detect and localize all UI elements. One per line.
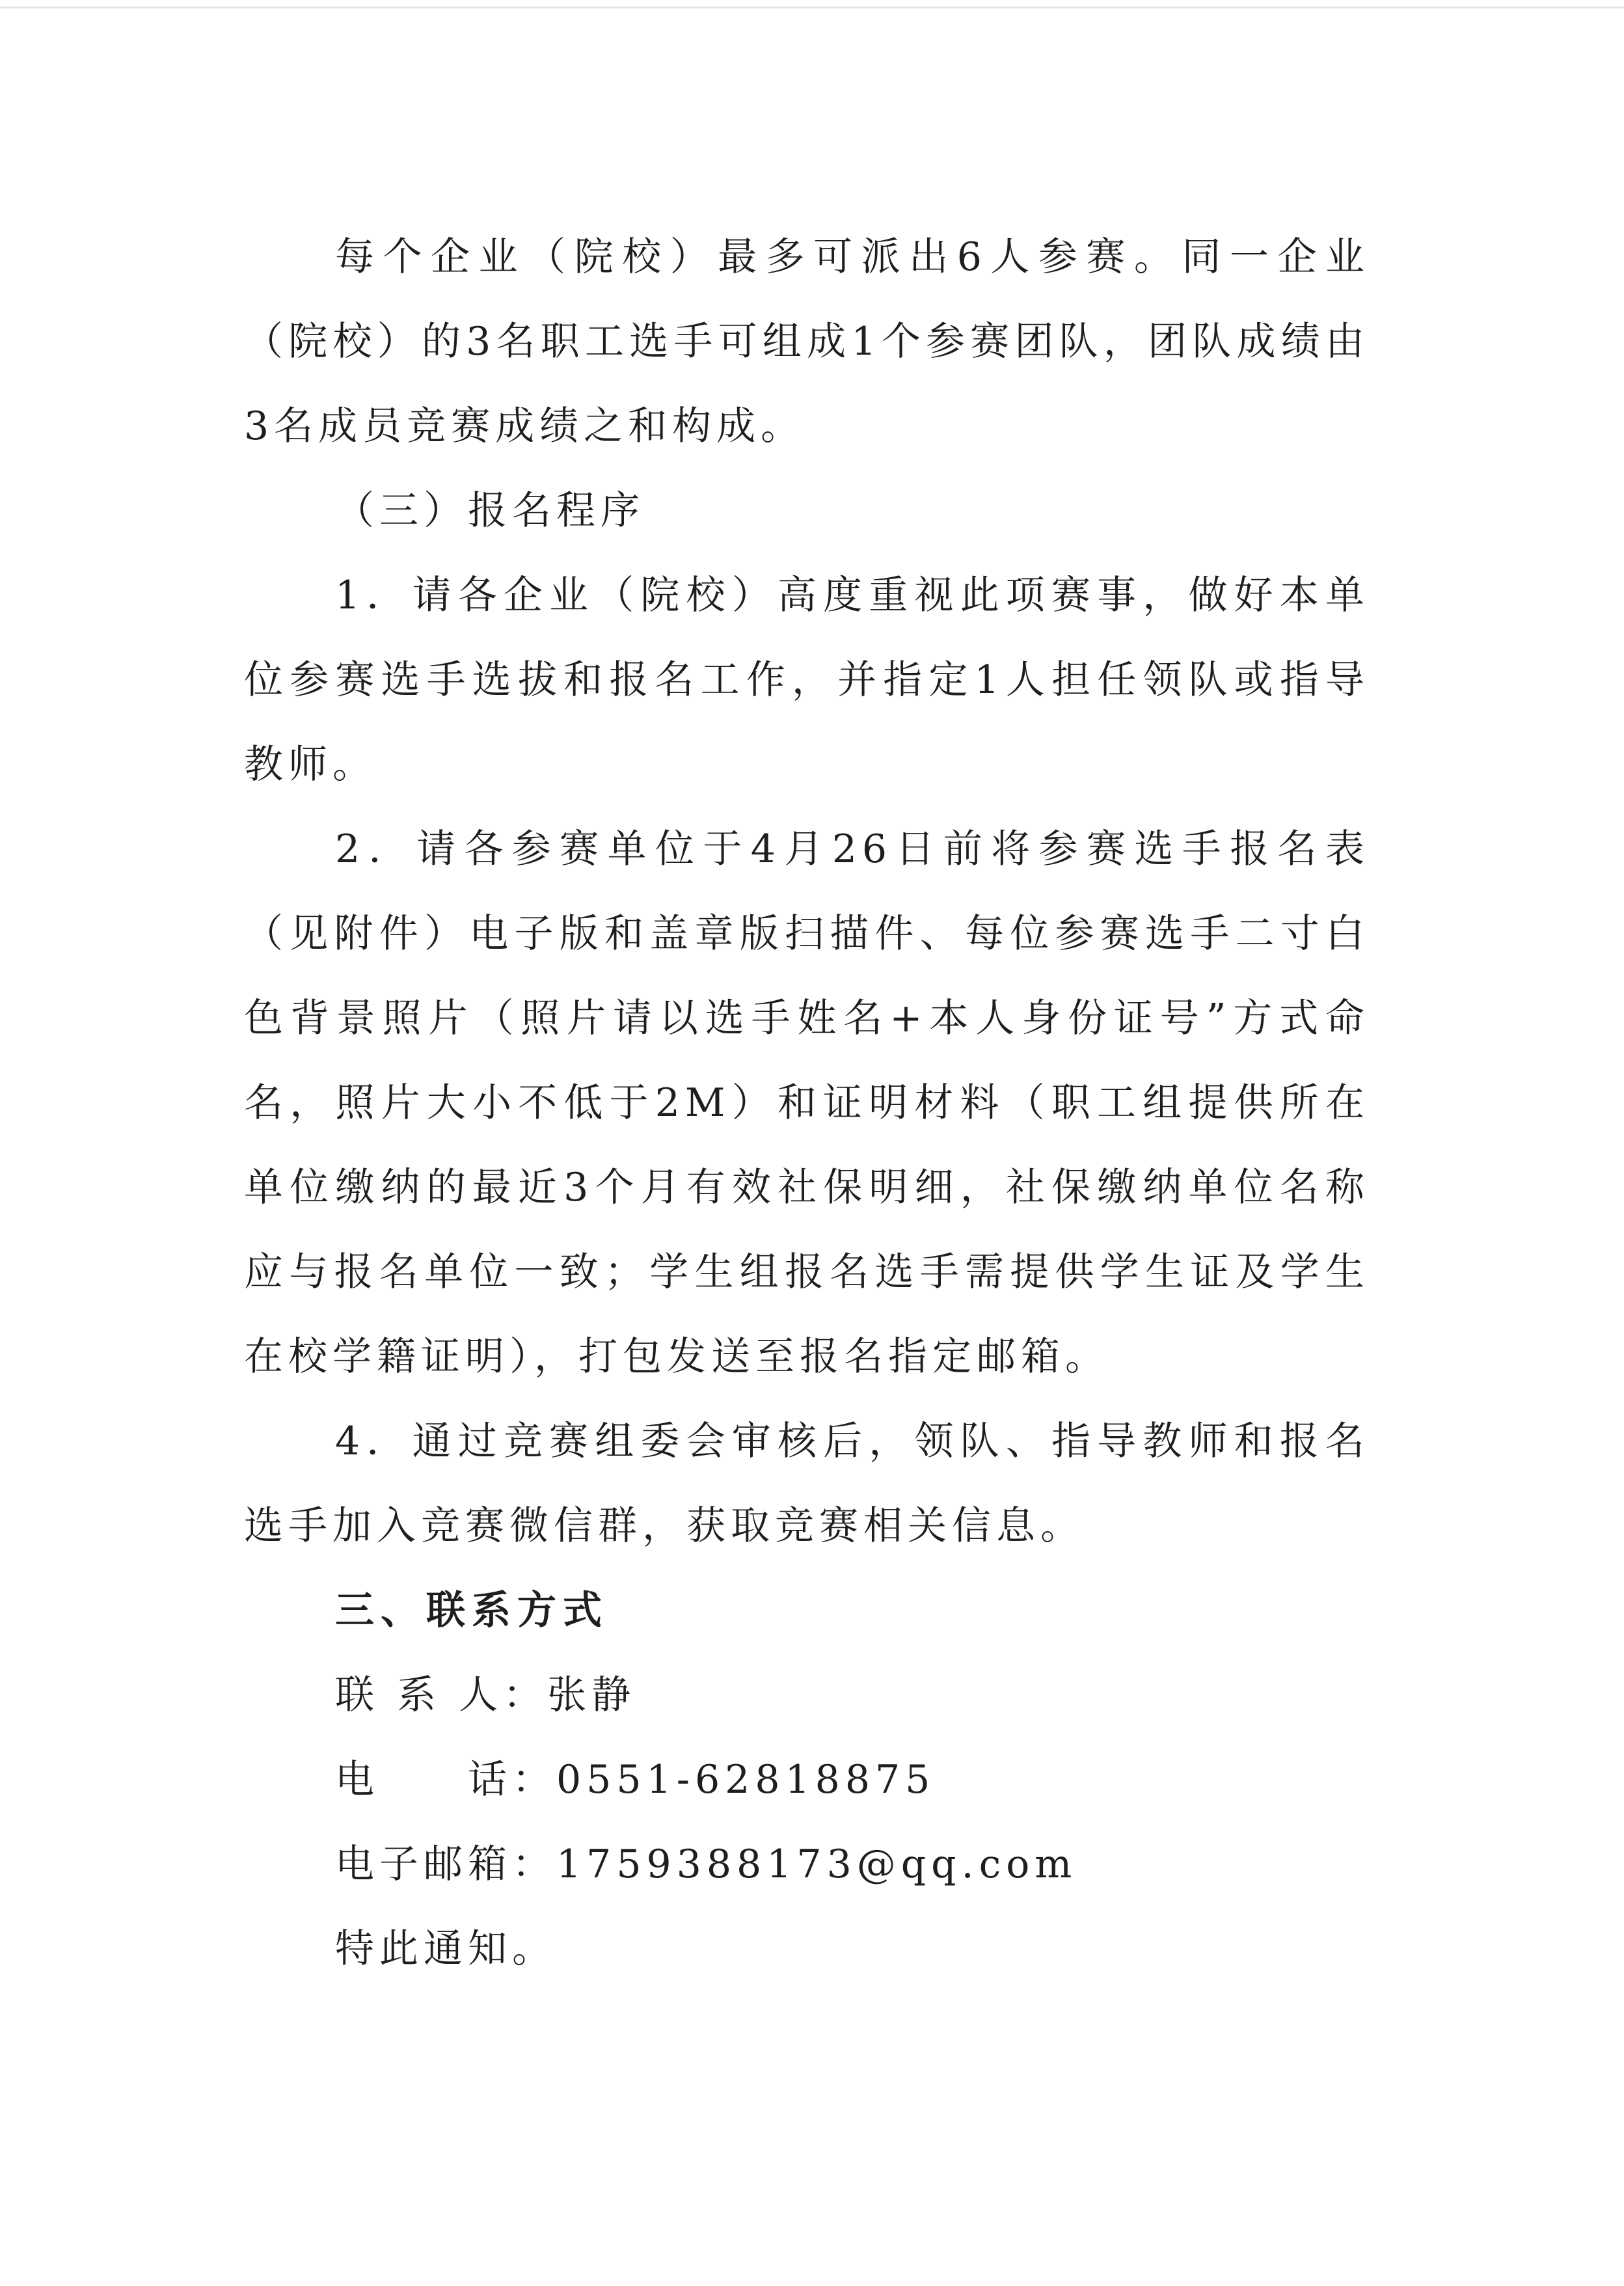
page-top-edge (0, 7, 1624, 8)
contact-person-label: 联 系 人： (335, 1672, 548, 1718)
section-heading-contact: 三、联系方式 (335, 1588, 608, 1633)
contact-phone-row (244, 1737, 1370, 1822)
paragraph-step-1: 1．请各企业（院校）高度重视此项赛事，做好本单位参赛选手选拔和报名工作，并指定1人担任领队或指导教师。 (244, 573, 1370, 787)
paragraph-team-composition: 每个企业（院校）最多可派出6人参赛。同一企业（院校）的3名职工选手可组成1个参赛团队，团队成绩由3名成员竞赛成绩之和构成。 (244, 234, 1370, 449)
paragraph-step-4: 4．通过竞赛组委会审核后，领队、指导教师和报名选手加入竞赛微信群，获取竞赛相关信息。 (244, 1419, 1370, 1549)
paragraph-step-2: 2．请各参赛单位于4月26日前将参赛选手报名表（见附件）电子版和盖章版扫描件、每位参赛选手二寸白色背景照片（照片请以选手姓名+本人身份证号”方式命名，照片大小不低于2M）和证明材料（职工组提供所在单位缴纳的最近3个月有效社保明细，社保缴纳单位名称应与报名单位一致；学生组报名选手需提供学生证及学生在校学籍证明），打包发送至报名指定邮箱。 (244, 826, 1370, 1380)
contact-phone-value: 0551-62818875 (556, 1757, 936, 1803)
contact-email-row (244, 1822, 1370, 1907)
contact-email-label: 电子邮箱： (335, 1842, 556, 1887)
contact-person-value: 张静 (547, 1672, 636, 1718)
document-body (244, 215, 1370, 1991)
subheading-registration-procedure: （三）报名程序 (335, 488, 645, 534)
contact-person-row (244, 1653, 1370, 1737)
contact-phone-label: 电 话： (335, 1757, 556, 1803)
closing-remark: 特此通知。 (335, 1926, 556, 1972)
contact-email-value: 1759388173@qq.com (556, 1842, 1077, 1887)
